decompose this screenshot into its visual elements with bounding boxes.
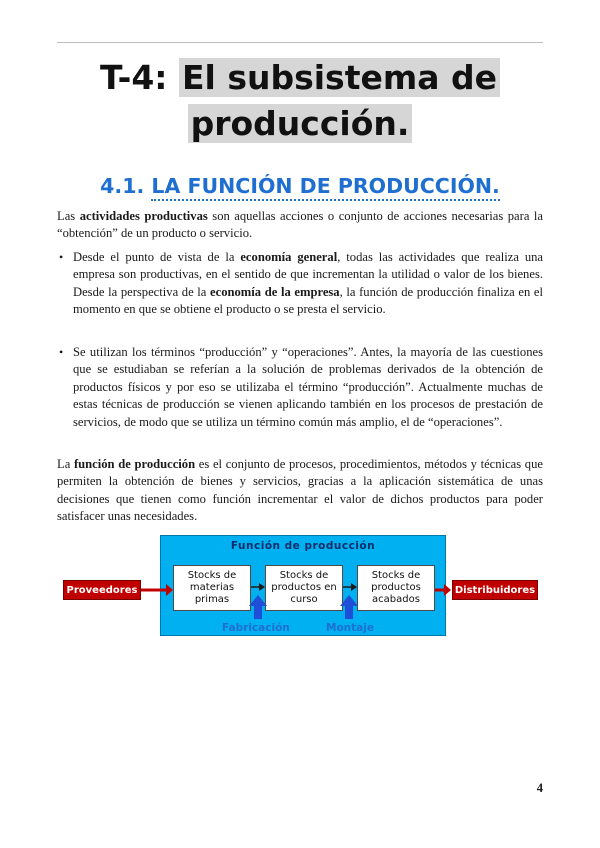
page-title <box>60 55 540 147</box>
list-item <box>57 249 543 319</box>
top-rule <box>57 42 543 43</box>
section-heading-text: LA FUNCIÓN DE PRODUCCIÓN. <box>151 174 499 201</box>
page-number: 4 <box>536 781 543 795</box>
diagram-title: Función de producción <box>230 540 376 552</box>
intro-bold: actividades productivas <box>79 209 208 223</box>
intro-paragraph <box>57 208 543 243</box>
bullet-dot-icon: • <box>59 345 64 359</box>
bullet1-bold-2: economía de la empresa <box>210 284 340 299</box>
bullet1-bold-1: economía general <box>240 250 338 264</box>
stock-finished-goods: Stocks de productos acabados <box>357 565 435 611</box>
bullet1-text-1: Desde el punto de vista de la <box>73 250 241 264</box>
production-diagram <box>160 535 446 636</box>
closing-text-1: La <box>57 457 74 471</box>
list-item <box>57 344 543 431</box>
title-highlight-line2: producción. <box>188 104 413 143</box>
stock-raw-materials: Stocks de materias primas <box>173 565 251 611</box>
closing-bold: función de producción <box>73 457 196 471</box>
title-highlight-line1: El subsistema de <box>179 58 500 97</box>
distributors-box: Distribuidores <box>452 580 538 600</box>
closing-text-2: es el conjunto de procesos, procedimientos, métodos y técnicas que permiten la obtención de bienes y servicios, gracias a la aplicación sistemática de unas decisiones que tienen como función incrementar el valor de dichos productos para poder satisfacer unas necesidades. <box>57 457 543 524</box>
bullet1-text-3: , la función de producción finaliza en el momento en que se obtiene el producto o se presta el servicio. <box>73 284 543 317</box>
section-heading <box>60 172 540 200</box>
section-number: 4.1. <box>100 174 145 198</box>
bullet1-text-2: , todas las actividades que realiza una empresa son productivas, en el sentido de que incrementan la utilidad o valor de los bienes. Desde la perspectiva de la <box>73 250 544 299</box>
title-prefix: T-4: <box>99 58 168 97</box>
intro-text-2: son aquellas acciones o conjunto de acciones necesarias para la “obtención” de un producto o servicio. <box>57 209 543 241</box>
process-label-montaje: Montaje <box>326 622 374 634</box>
intro-text-1: Las <box>57 209 80 223</box>
closing-paragraph <box>57 456 543 526</box>
bullet-dot-icon: • <box>59 250 64 264</box>
bullet2-text: Se utilizan los términos “producción” y “operaciones”. Antes, la mayoría de las cuestiones que se estudiaban se referían a la solución de problemas derivados de la obtención de productos físicos y por eso se utilizaba el término “producción”. Actualmente muchas de estas técnicas de producción se vienen aplicando también en los procesos de prestación de servicios, de modo que se utiliza un término común más amplio, el de “operaciones”. <box>73 345 543 429</box>
suppliers-box: Proveedores <box>63 580 141 600</box>
process-label-fabricacion: Fabricación <box>222 622 290 634</box>
stock-work-in-progress: Stocks de productos en curso <box>265 565 343 611</box>
